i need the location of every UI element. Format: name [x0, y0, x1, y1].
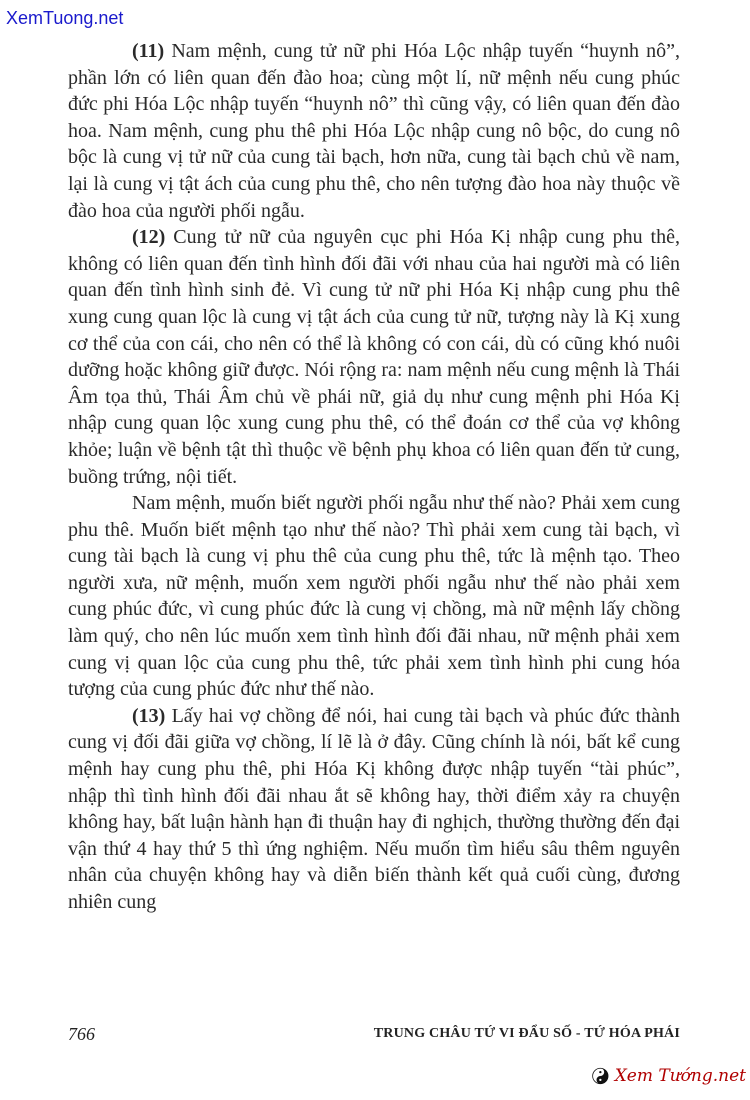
site-watermark[interactable]: XemTuong.net — [6, 8, 124, 28]
paragraph-13 — [68, 703, 680, 916]
paragraph-note — [68, 490, 680, 703]
brand-logo[interactable] — [592, 1058, 746, 1094]
paragraph-text: Nam mệnh, cung tử nữ phi Hóa Lộc nhập tuyến “huynh nô”, phần lớn có liên quan đến đào hoa; cùng một lí, nữ mệnh nếu cung phúc đức phi Hóa Lộc nhập tuyến “huynh nô” thì cũng vậy, có liên quan đến đào hoa. Nam mệnh, cung phu thê phi Hóa Lộc nhập cung nô bộc, do cung nô bộc là cung vị tử nữ của cung tài bạch, hơn nữa, cung tài bạch chủ về nam, lại là cung vị tật ách của cung phu thê, cho nên tượng đào hoa này thuộc về đào hoa của người phối ngẫu. — [68, 40, 680, 222]
paragraph-number: (11) — [132, 40, 165, 62]
paragraph-text: Cung tử nữ của nguyên cục phi Hóa Kị nhập cung phu thê, không có liên quan đến tình hình đối đãi với nhau của hai người mà có liên quan đến tình hình sinh đẻ. Vì cung tử nữ phi Hóa Kị nhập cung phu thê xung cung quan lộc là cung vị tật ách của cung tử nữ, tượng này là Kị xung cơ thể của con cái, cho nên có thể là không có con cái, dù có cũng khó nuôi dưỡng hoặc không giữ được. Nói rộng ra: nam mệnh nếu cung mệnh là Thái Âm tọa thủ, Thái Âm chủ về phái nữ, giả dụ như cung mệnh phi Hóa Kị nhập cung quan lộc xung cung phu thê, có thể đoán cơ thể của vợ không khỏe; luận về bệnh tật thì thuộc về bệnh phụ khoa có liên quan đến tử cung, buồng trứng, nội tiết. — [68, 226, 680, 488]
paragraph-11 — [68, 38, 680, 224]
paragraph-number: (13) — [132, 704, 166, 727]
page-number: 766 — [68, 1024, 95, 1044]
page-body — [68, 38, 680, 916]
paragraph-12 — [68, 224, 680, 490]
yin-yang-icon — [592, 1063, 609, 1089]
paragraph-text: Nam mệnh, muốn biết người phối ngẫu như thế nào? Phải xem cung phu thê. Muốn biết mệnh tạo như thế nào? Thì phải xem cung tài bạch, vì cung tài bạch là cung vị phu thê của cung phu thê, tức là mệnh tạo. Theo người xưa, nữ mệnh, muốn xem người phối ngẫu như thế nào phải xem cung phúc đức, vì cung phúc đức là cung vị chồng, mà nữ mệnh lấy chồng làm quý, cho nên lúc muốn xem tình hình đối đãi nhau, nữ mệnh phải xem cung vị quan lộc của cung phu thê, tức phải xem tình hình phi cung hóa tượng của cung phúc đức như thế nào. — [68, 492, 680, 701]
running-title: TRUNG CHÂU TỨ VI ĐẨU SỐ - TỨ HÓA PHÁI — [373, 1026, 680, 1041]
paragraph-text: Lấy hai vợ chồng để nói, hai cung tài bạch và phúc đức thành cung vị đối đãi giữa vợ chồng, lí lẽ là ở đây. Cũng chính là nói, bất kể cung mệnh hay cung phu thê, phi Hóa Kị không được nhập tuyến “tài phúc”, nhập thì tình hình đối đãi nhau ắt sẽ không hay, thời điểm xảy ra chuyện không hay, bất luận hành hạn đi thuận hay đi nghịch, thường thường đến đại vận thứ 4 hay thứ 5 thì ứng nghiệm. Nếu muốn tìm hiểu sâu thêm nguyên nhân của chuyện không hay và diễn biến thành kết quả cuối cùng, đương nhiên cung — [68, 704, 680, 913]
paragraph-number: (12) — [132, 226, 166, 249]
brand-name: Xem Tướng.net — [614, 1066, 746, 1086]
